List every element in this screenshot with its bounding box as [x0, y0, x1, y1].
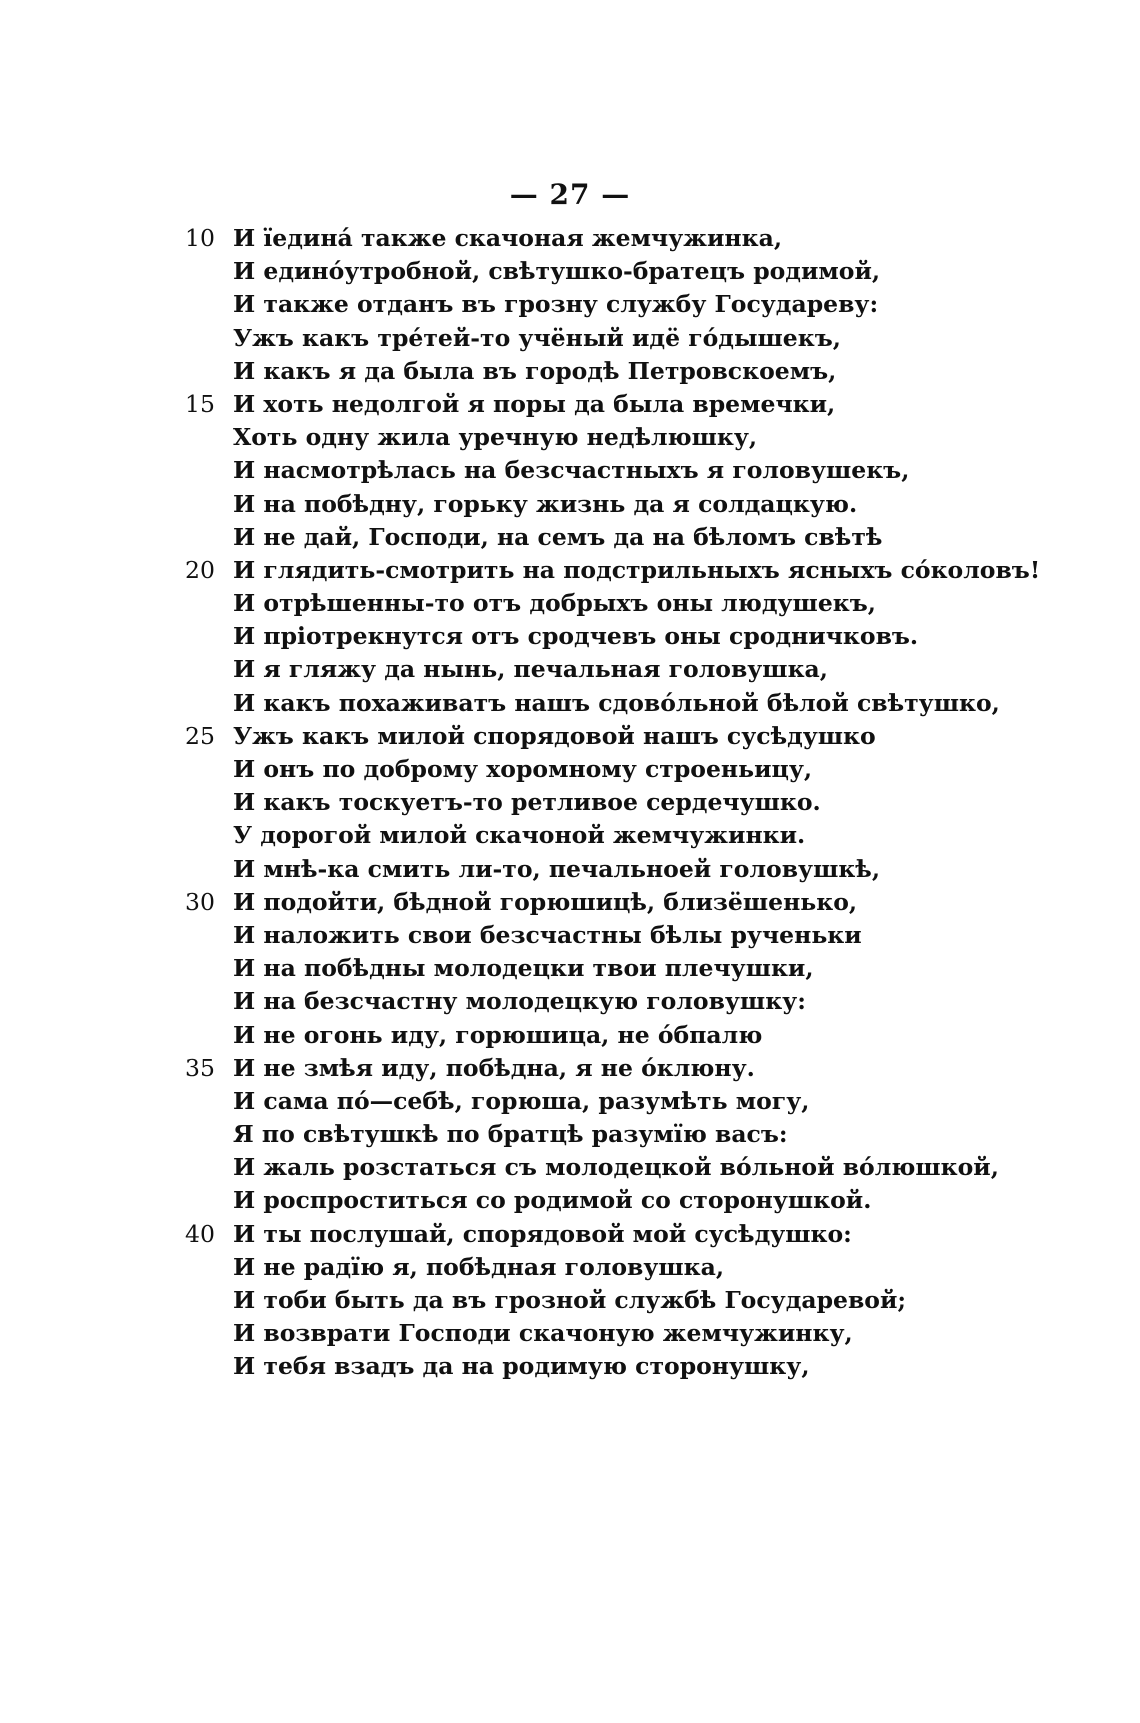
poem-line: [185, 653, 1085, 686]
line-number: 25: [185, 721, 215, 750]
poem-line: [185, 819, 1085, 852]
line-text: И сама пó—себѣ, горюша, разумѣть могу,: [233, 1086, 810, 1115]
line-text: И не радїю я, побѣдная головушка,: [233, 1252, 724, 1281]
line-text: И какъ тоскуетъ-то ретливое сердечушко.: [233, 788, 821, 817]
poem-line: [185, 720, 1085, 753]
poem-line: [185, 985, 1085, 1018]
line-text: И на безсчастну молодецкую головушку:: [233, 987, 806, 1016]
line-number: 40: [185, 1219, 215, 1248]
poem-text: [185, 222, 1085, 1384]
poem-line: [185, 587, 1085, 620]
poem-line: [185, 1085, 1085, 1118]
poem-line: [185, 222, 1085, 255]
page-number: — 27 —: [509, 178, 631, 211]
poem-line: [185, 1151, 1085, 1184]
poem-line: [185, 255, 1085, 288]
line-text: И глядить-смотрить на подстрильныхъ ясныхъ сóколовъ!: [233, 555, 1041, 584]
poem-line: [185, 1284, 1085, 1317]
line-text: И ты послушай, спорядовой мой сусѣдушко:: [233, 1219, 852, 1248]
line-text: И я гляжу да нынь, печальная головушка,: [233, 655, 828, 684]
line-text: И жаль розстаться съ молодецкой вóльной вóлюшкой,: [233, 1153, 999, 1182]
poem-line: [185, 1218, 1085, 1251]
poem-line: [185, 1251, 1085, 1284]
poem-line: [185, 786, 1085, 819]
poem-line: [185, 687, 1085, 720]
line-text: И какъ я да была въ городѣ Петровскоемъ,: [233, 356, 837, 385]
line-text: И роспроститься со родимой со сторонушкой.: [233, 1186, 872, 1215]
line-text: Ужъ какъ трéтей-то учёный идё гóдышекъ,: [233, 323, 841, 352]
poem-line: [185, 421, 1085, 454]
poem-line: [185, 454, 1085, 487]
poem-line: [185, 1317, 1085, 1350]
line-text: И также отданъ въ грозну службу Государеву:: [233, 290, 879, 319]
poem-line: [185, 919, 1085, 952]
poem-line: [185, 1118, 1085, 1151]
line-text: И їедина́ также скачоная жемчужинка,: [233, 224, 783, 252]
line-number: 30: [185, 887, 215, 916]
poem-line: [185, 322, 1085, 355]
line-text: И не змѣя иду, побѣдна, я не óклюну.: [233, 1053, 755, 1082]
line-text: И мнѣ-ка смить ли-то, печальноей головушкѣ,: [233, 854, 881, 883]
line-number: 35: [185, 1053, 215, 1082]
poem-line: [185, 1350, 1085, 1383]
line-number: 20: [185, 555, 215, 584]
line-text: И тебя взадъ да на родимую сторонушку,: [233, 1352, 810, 1381]
line-text: Хоть одну жила уречную недѣлюшку,: [233, 423, 758, 452]
line-text: И наложить свои безсчастны бѣлы рученьки: [233, 920, 862, 949]
poem-line: [185, 886, 1085, 919]
poem-line: [185, 853, 1085, 886]
poem-line: [185, 1052, 1085, 1085]
poem-line: [185, 1184, 1085, 1217]
line-number: 15: [185, 389, 215, 418]
line-text: И подойти, бѣдной горюшицѣ, близёшенько,: [233, 887, 858, 916]
line-text: Ужъ какъ милой спорядовой нашъ сусѣдушко: [233, 721, 876, 750]
poem-line: [185, 1019, 1085, 1052]
poem-line: [185, 521, 1085, 554]
line-number: 10: [185, 224, 215, 252]
poem-line: [185, 355, 1085, 388]
line-text: И возврати Господи скачоную жемчужинку,: [233, 1319, 853, 1348]
line-text: И тоби быть да въ грозной службѣ Государевой;: [233, 1286, 907, 1314]
line-text: И отрѣшенны-то отъ добрыхъ оны людушекъ,: [233, 589, 876, 618]
poem-line: [185, 388, 1085, 421]
line-text: И хоть недолгой я поры да была времечки,: [233, 389, 836, 418]
line-text: У дорогой милой скачоной жемчужинки.: [233, 821, 806, 850]
line-text: И не огонь иду, горюшица, не óбпалю: [233, 1020, 763, 1049]
poem-line: [185, 288, 1085, 321]
poem-line: [185, 753, 1085, 786]
poem-line: [185, 952, 1085, 985]
line-text: И на побѣдну, горьку жизнь да я солдацкую.: [233, 489, 858, 518]
line-text: И единóутробной, свѣтушко-братецъ родимой,: [233, 257, 881, 286]
poem-line: [185, 620, 1085, 653]
line-text: И какъ похаживатъ нашъ сдовóльной бѣлой свѣтушко,: [233, 688, 1000, 717]
line-text: И не дай, Господи, на семъ да на бѣломъ свѣтѣ: [233, 522, 883, 551]
line-text: И на побѣдны молодецки твои плечушки,: [233, 954, 814, 983]
poem-line: [185, 554, 1085, 587]
line-text: И пріотрекнутся отъ сродчевъ оны сродничковъ.: [233, 622, 919, 651]
line-text: Я по свѣтушкѣ по братцѣ разумїю васъ:: [233, 1120, 788, 1149]
line-text: И насмотрѣлась на безсчастныхъ я головушекъ,: [233, 456, 910, 485]
line-text: И онъ по доброму хоромному строеньицу,: [233, 755, 813, 783]
poem-line: [185, 488, 1085, 521]
